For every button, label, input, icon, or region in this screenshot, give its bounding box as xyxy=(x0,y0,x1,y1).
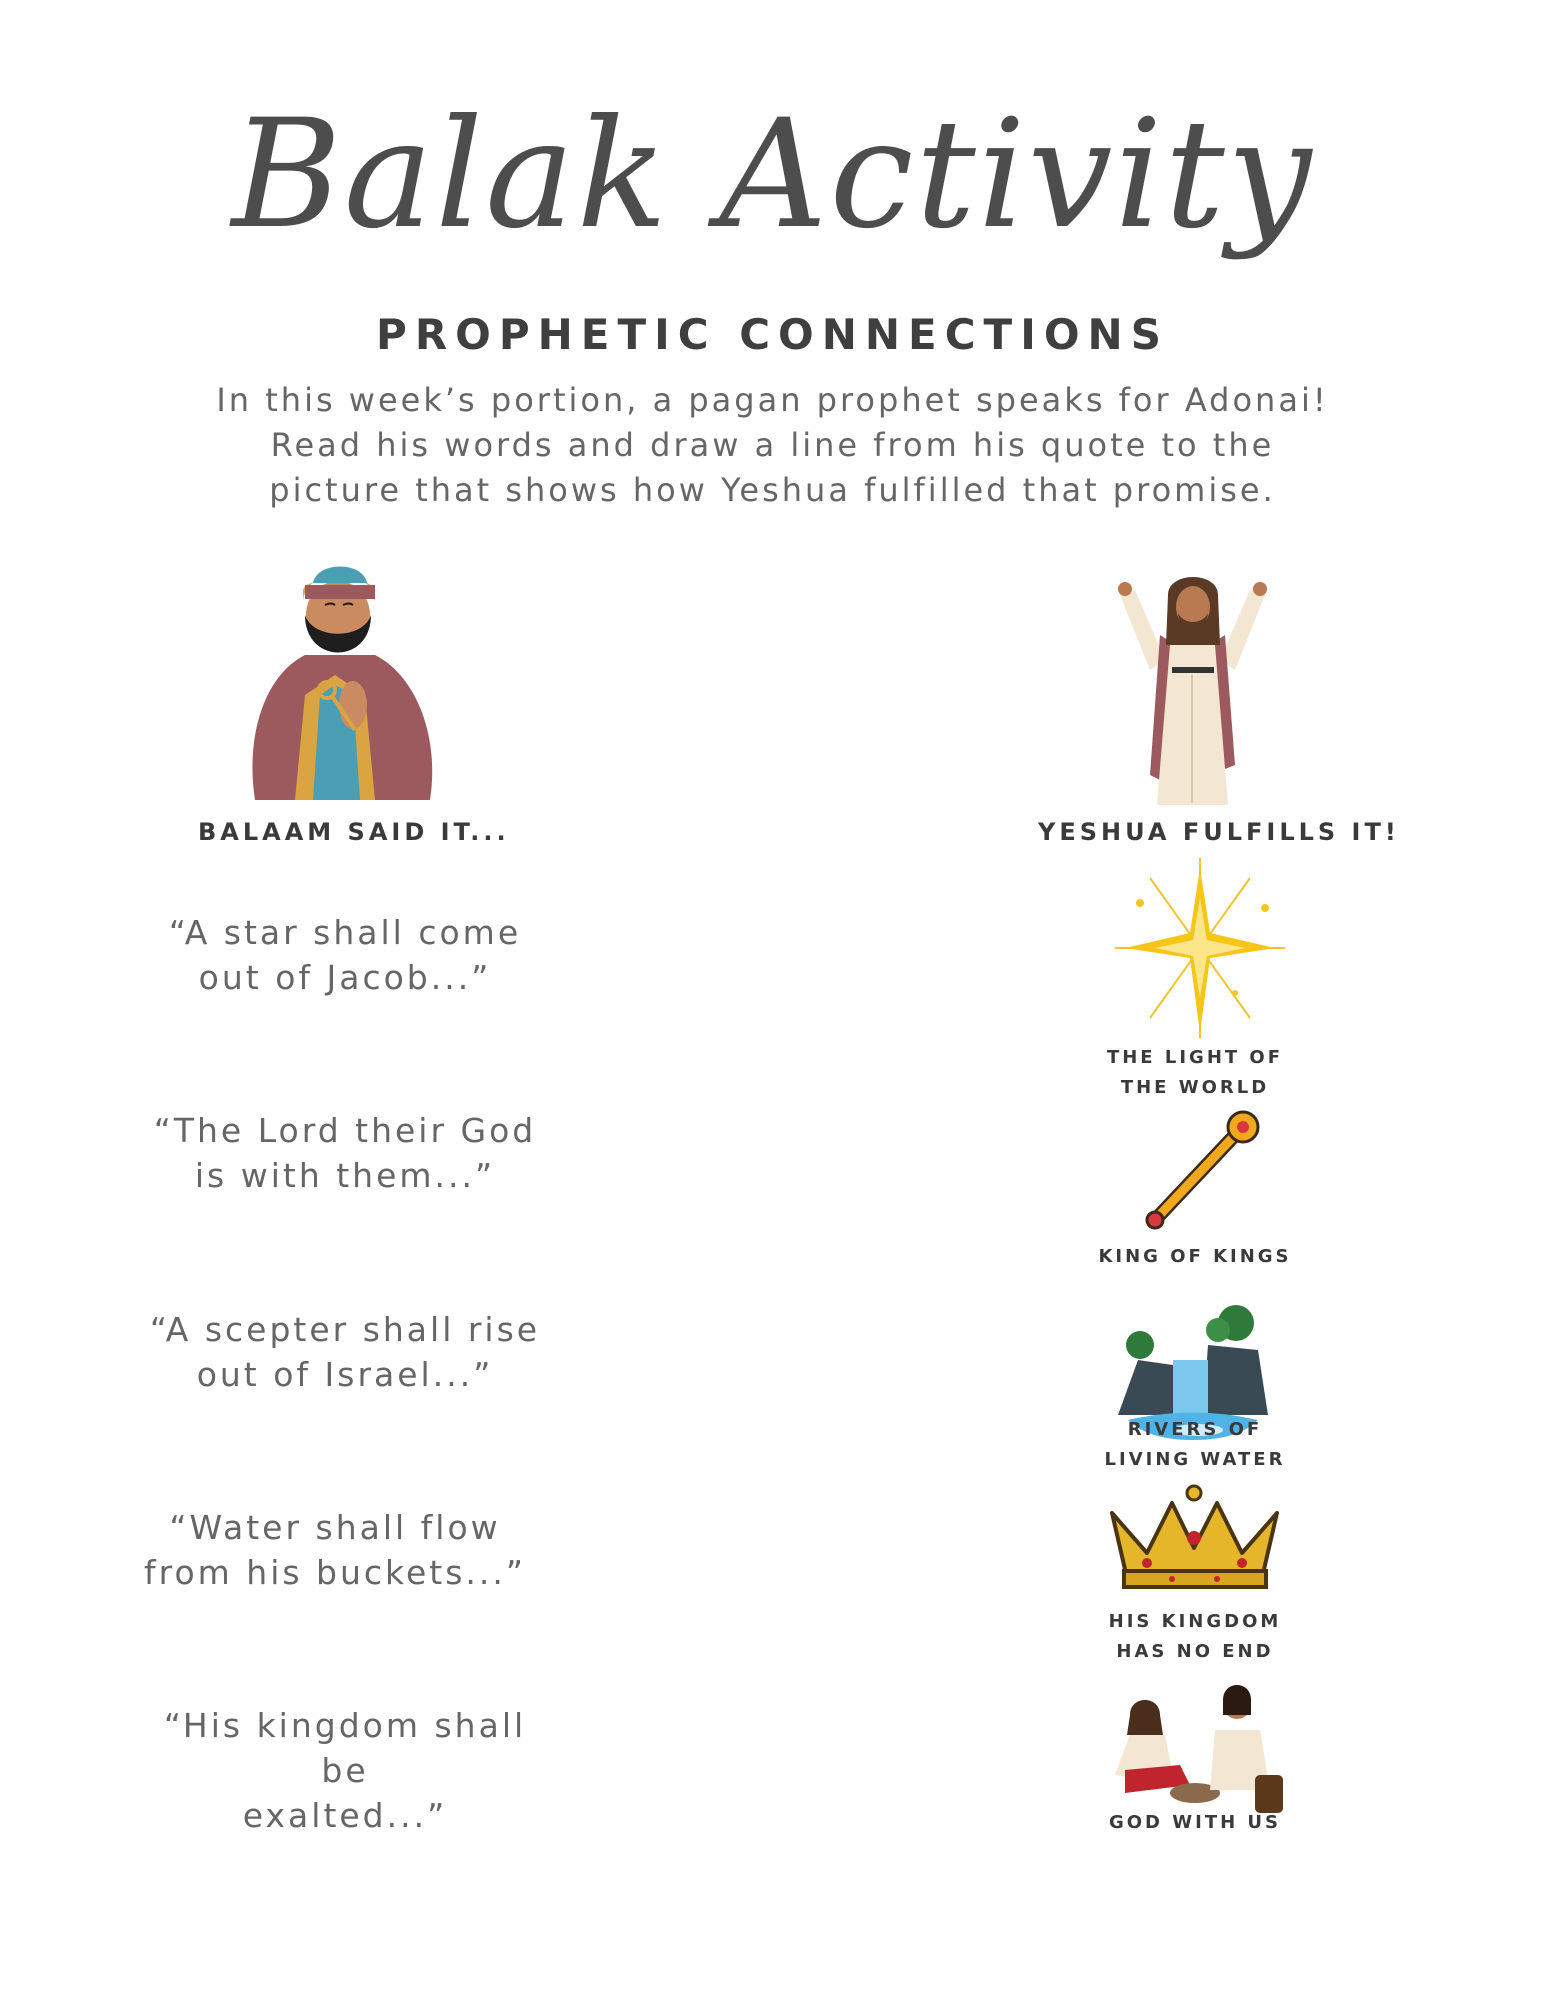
quote-line: “Water shall flow xyxy=(169,1508,501,1547)
quote-line: “A star shall come xyxy=(168,913,522,952)
star-icon xyxy=(1115,858,1285,1038)
quote-line: “A scepter shall rise xyxy=(149,1310,541,1349)
scepter-icon xyxy=(1135,1110,1265,1235)
quote-item xyxy=(125,1505,545,1595)
quote-line: out of Israel...” xyxy=(196,1355,494,1394)
caption-line: RIVERS OF xyxy=(1127,1419,1263,1440)
quote-item xyxy=(135,1703,555,1838)
caption-line: HAS NO END xyxy=(1116,1641,1274,1662)
foot-washing-icon xyxy=(1105,1675,1285,1815)
page-subtitle: PROPHETIC CONNECTIONS xyxy=(376,310,1169,359)
answer-caption xyxy=(1085,1043,1305,1103)
page-title: Balak Activity xyxy=(231,88,1314,262)
quote-item xyxy=(135,910,555,1000)
quote-item xyxy=(135,1108,555,1198)
yeshua-icon xyxy=(1110,575,1275,810)
prophet-icon xyxy=(235,555,445,805)
caption-line: KING OF KINGS xyxy=(1098,1246,1292,1267)
answer-caption xyxy=(1085,1415,1305,1475)
caption-line: HIS KINGDOM xyxy=(1108,1611,1282,1632)
caption-line: LIVING WATER xyxy=(1104,1449,1286,1470)
quote-item xyxy=(135,1307,555,1397)
answer-caption xyxy=(1085,1242,1305,1272)
answer-caption xyxy=(1085,1607,1305,1667)
answer-caption xyxy=(1085,1808,1305,1838)
instructions xyxy=(160,378,1385,513)
left-column-heading: BALAAM SAID IT... xyxy=(198,818,510,846)
instructions-line: Read his words and draw a line from his quote to the xyxy=(270,426,1275,464)
right-column-heading: YESHUA FULFILLS IT! xyxy=(1038,818,1400,846)
quote-line: from his buckets...” xyxy=(144,1553,526,1592)
quote-line: is with them...” xyxy=(194,1156,496,1195)
quote-line: “The Lord their God xyxy=(153,1111,537,1150)
caption-line: GOD WITH US xyxy=(1108,1812,1282,1833)
quote-line: exalted...” xyxy=(242,1796,448,1835)
caption-line: THE WORLD xyxy=(1120,1077,1270,1098)
caption-line: THE LIGHT OF xyxy=(1106,1047,1284,1068)
instructions-line: In this week’s portion, a pagan prophet speaks for Adonai! xyxy=(216,381,1329,419)
quote-line: “His kingdom shall be xyxy=(163,1706,527,1790)
crown-icon xyxy=(1102,1483,1287,1593)
instructions-line: picture that shows how Yeshua fulfilled that promise. xyxy=(269,471,1276,509)
quote-line: out of Jacob...” xyxy=(198,958,492,997)
